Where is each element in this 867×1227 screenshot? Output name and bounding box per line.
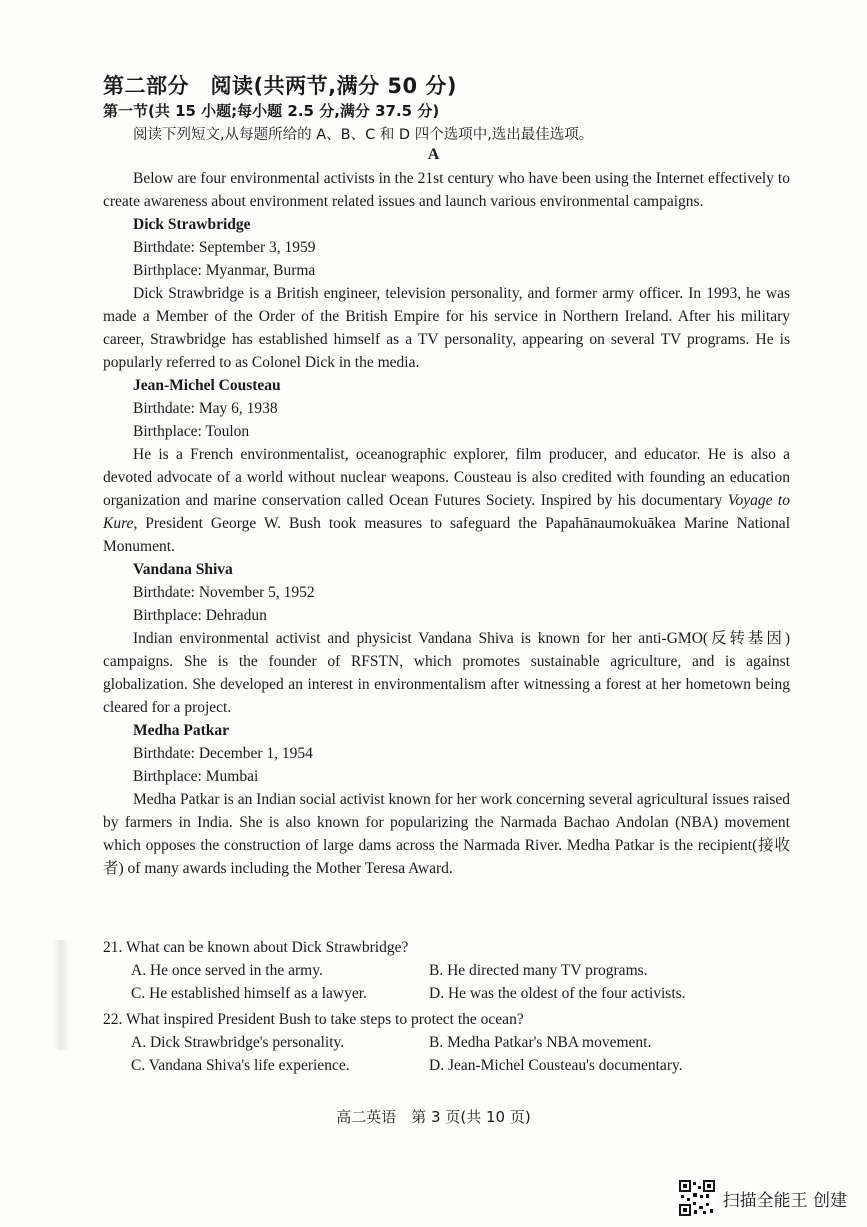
qr-code-icon [679,1180,715,1216]
person-name: Dick Strawbridge [133,216,251,233]
options-row [103,1031,803,1054]
person-birthplace: Birthplace: Dehradun [133,607,267,624]
person-birthplace: Birthplace: Myanmar, Burma [133,262,316,279]
bio-text: , President George W. Bush took measures to safeguard the Papahānaumokuākea Marine National Monument. [103,515,790,555]
question-stem: 22. What inspired President Bush to take steps to protect the ocean? [103,1011,524,1028]
person-bio: Indian environmental activist and physicist Vandana Shiva is known for her anti-GMO(反转基因) campaigns. She is the founder of RFSTN, which promotes sustainable agriculture, and is against globalization. She developed an interest in environmentalism after witnessing a forest at her hometown being cleared for a project. [103,630,790,716]
person-birthdate: Birthdate: November 5, 1952 [133,584,315,601]
option-a[interactable]: A. He once served in the army. [131,962,323,979]
options-row [103,959,803,982]
person-birthdate: Birthdate: December 1, 1954 [133,745,313,762]
instructions: 阅读下列短文,从每题所给的 A、B、C 和 D 四个选项中,选出最佳选项。 [133,127,594,143]
option-c[interactable]: C. Vandana Shiva's life experience. [131,1057,350,1074]
person-name: Jean-Michel Cousteau [133,377,281,394]
question-22 [103,1008,803,1077]
person-birthdate: Birthdate: September 3, 1959 [133,239,316,256]
person-birthdate: Birthdate: May 6, 1938 [133,400,278,417]
option-b[interactable]: B. Medha Patkar's NBA movement. [429,1034,652,1051]
person-name: Vandana Shiva [133,561,233,578]
section-title: 第一节(共 15 小题;每小题 2.5 分,满分 37.5 分) [103,102,440,120]
watermark-text: 扫描全能王 创建 [722,1190,847,1211]
option-d[interactable]: D. Jean-Michel Cousteau's documentary. [429,1057,683,1074]
bio-text: He is a French environmentalist, oceanographic explorer, film producer, and educator. He is also a devoted advocate of a world without nuclear weapons. Cousteau is also credited with founding an education organization and marine conservation called Ocean Futures Society. Inspired by his documentary [103,446,790,509]
passage-intro: Below are four environmental activists in the 21st century who have been using the Internet effectively to create awareness about environment related issues and launch various environmental campaigns. [103,170,790,210]
options-row [103,982,803,1005]
page-footer: 高二英语 第 3 页(共 10 页) [336,1108,531,1126]
documentary-title: Voyage to Kure [103,492,790,532]
person-birthplace: Birthplace: Mumbai [133,768,259,785]
question-21 [103,936,803,1005]
scan-shadow [52,940,70,1050]
option-c[interactable]: C. He established himself as a lawyer. [131,985,367,1002]
person-bio: Dick Strawbridge is a British engineer, television personality, and former army officer. In 1993, he was made a Member of the Order of the British Empire for his service in Northern Ireland. After his military career, Strawbridge has established himself as a TV personality, appearing on several TV programs. He is popularly referred to as Colonel Dick in the media. [103,285,790,371]
scanner-watermark [679,1180,847,1216]
passage-body [103,167,790,880]
part-title: 第二部分 阅读(共两节,满分 50 分) [103,74,458,98]
option-b[interactable]: B. He directed many TV programs. [429,962,648,979]
person-bio: Medha Patkar is an Indian social activist known for her work concerning several agricultural issues raised by farmers in India. She is also known for popularizing the Narmada Bachao Andolan (NBA) movement which opposes the construction of large dams across the Narmada River. Medha Patkar is the recipient(接收者) of many awards including the Mother Teresa Award. [103,791,790,877]
option-a[interactable]: A. Dick Strawbridge's personality. [131,1034,345,1051]
passage-letter: A [427,146,440,163]
person-birthplace: Birthplace: Toulon [133,423,250,440]
person-bio [103,443,790,558]
option-d[interactable]: D. He was the oldest of the four activists. [429,985,686,1002]
person-name: Medha Patkar [133,722,230,739]
options-row [103,1054,803,1077]
question-stem: 21. What can be known about Dick Strawbridge? [103,939,409,956]
